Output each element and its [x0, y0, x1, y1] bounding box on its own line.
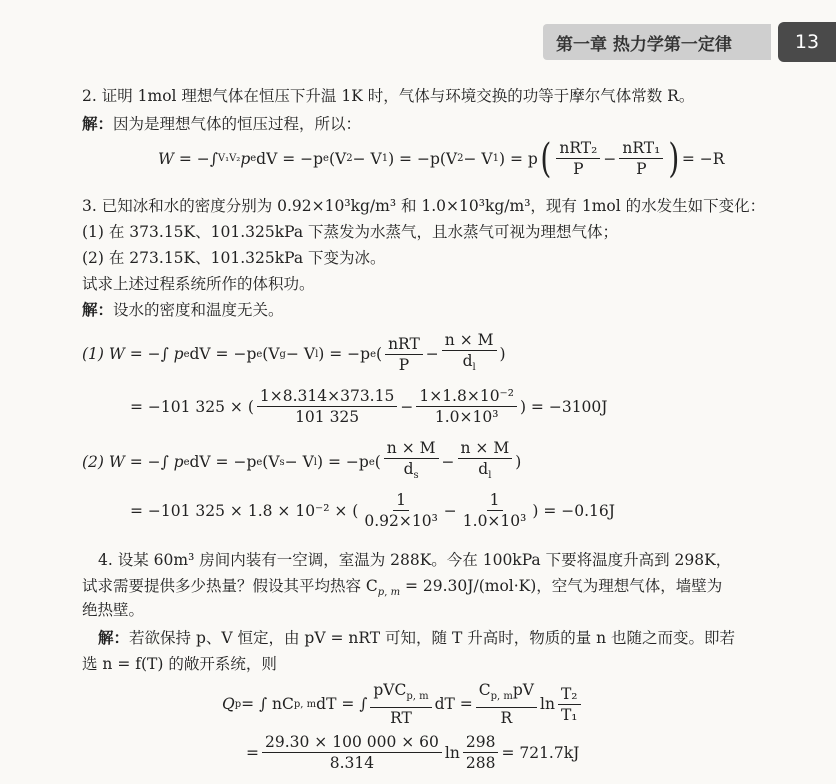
answer-text: 因为是理想气体的恒压过程，所以：: [113, 115, 362, 133]
eq-lhs: Q: [222, 695, 235, 714]
problem-3-equation-2: (2) W = −∫ p e dV = −p e (V s − V l ) = −p e ( $\frac{n \times M}{d_s}$ − $\frac{n \times M}{d_l}$ ): [82, 438, 521, 486]
fraction: [361, 490, 440, 531]
eq-body: dV = −p: [256, 149, 324, 168]
fraction-numerator: nRT₁: [619, 138, 663, 159]
fraction-numerator: C: [478, 681, 491, 699]
eq-p: p: [240, 149, 251, 168]
fraction: $\frac{n \times M}{d_l}$: [458, 438, 513, 486]
fraction-denominator: P: [398, 355, 410, 374]
fraction-numerator: T₂: [558, 684, 581, 705]
ln-label: ln: [444, 743, 460, 762]
eq-result: ) = −3100J: [519, 397, 608, 416]
fraction-denominator: d: [462, 352, 473, 370]
fraction-numerator: nRT: [385, 334, 423, 355]
fraction-numerator: pVC: [373, 681, 407, 699]
eq-mid: dV = −p: [189, 453, 257, 472]
eq-body3: − V: [352, 149, 382, 168]
fraction-denominator: R: [500, 709, 513, 728]
eq-mid4: ) = −p: [318, 345, 371, 364]
fraction-denominator: P: [573, 160, 584, 178]
fraction-denominator: 101 325: [295, 408, 360, 426]
fraction: [619, 138, 663, 179]
eq-body5: − V: [463, 149, 493, 168]
eq-mid: dT =: [434, 695, 473, 714]
fraction-denominator: 8.314: [329, 754, 375, 772]
fraction-denominator: d: [478, 460, 489, 478]
problem-4-question-line-1: 4. 设某 60m³ 房间内装有一空调，室温为 288K。今在 100kPa 下要将温度升高到 298K，: [98, 551, 732, 569]
eq-result: = −R: [681, 149, 725, 168]
eq-result: ) = −0.16J: [532, 501, 615, 520]
fraction-denominator: 288: [465, 754, 496, 772]
fraction-numerator: 1: [487, 490, 503, 511]
fraction-numerator-tail: pV: [512, 681, 534, 699]
fraction: $\frac{n \times M}{d_s}$: [384, 438, 439, 486]
eq-result: = 721.7kJ: [501, 743, 580, 762]
fraction-numerator: n × M: [442, 330, 497, 351]
eq-body4: ) = −p(V: [388, 149, 458, 168]
eq-int1: = ∫ nC: [241, 695, 294, 714]
question-text: 试求需要提供多少热量？假设其平均热容 C: [82, 577, 378, 595]
fraction-denominator: T₁: [560, 705, 578, 724]
eq-prefix: =: [246, 743, 259, 762]
fraction: [463, 732, 499, 773]
problem-3-case-2: (2) 在 273.15K、101.325kPa 下变为冰。: [82, 249, 386, 267]
fraction-numerator: nRT₂: [556, 138, 600, 159]
fraction-denominator: P: [636, 160, 647, 178]
problem-3-case-1: (1) 在 373.15K、101.325kPa 下蒸发为水蒸气，且水蒸气可视为理想气体；: [82, 223, 619, 241]
answer-text: 若欲保持 p、V 恒定，由 pV = nRT 可知，随 T 升高时，物质的量 n 也随之而变。即若: [129, 629, 736, 647]
question-text-tail: = 29.30J/(mol·K)，空气为理想气体，墙壁为: [400, 577, 723, 595]
problem-3-question: 3. 已知冰和水的密度分别为 0.92×10³kg/m³ 和 1.0×10³kg/m³，现有 1mol 的水发生如下变化：: [82, 197, 766, 215]
chapter-title: 第一章 热力学第一定律: [556, 35, 732, 55]
problem-3-equation-1: (1) W = −∫ p e dV = −p e (V g − V l ) = −p e ( $\frac{\text{nRT}}{P}$ − $\frac{n \times M}{d_l}$ ): [82, 330, 506, 378]
eq-mid4: ) = −p: [317, 453, 369, 472]
problem-4-equation-result: [246, 732, 579, 773]
eq-prefix: = −101 325 × (: [130, 397, 254, 416]
fraction: $\frac{n \times M}{d_l}$: [442, 330, 497, 378]
problem-2-equation: W = −∫ V₁ V₂ p e dV = −p e (V 2 − V 1 ) = −p(V 2 − V 1 ) = p ( $\frac{\text{nRT₂}}{P}$ − $\frac{\text{nRT₁}}{P}$ ) = −R: [158, 135, 725, 182]
problem-3-equation-2-result: = −101 325 × 1.8 × 10⁻² × ( $\frac{1}{\text{0.92×10³}}$ − $\frac{1}{\text{1.0×10³}}$ ) = −0.16J: [130, 491, 615, 530]
eq-mid3: − V: [284, 453, 314, 472]
problem-3-equation-1-result: = −101 325 × ( $\frac{1\times 8.314\times 373.15}{101 325}$ − $\frac{\text{1×1.8×10⁻²}}{\text{1.0×10³}}$ ) = −3100J: [130, 387, 608, 426]
eq-prefix: = −101 325 × 1.8 × 10⁻² × (: [130, 501, 359, 520]
answer-text: 设水的密度和温度无关。: [113, 301, 284, 319]
eq-mid3: − V: [285, 345, 316, 364]
fraction-numerator: 1×1.8×10⁻²: [416, 386, 517, 407]
fraction: [385, 334, 423, 375]
fraction-numerator: 1: [393, 490, 409, 511]
eq-int1b: dT = ∫: [316, 695, 368, 714]
problem-4-question-line-2: 试求需要提供多少热量？假设其平均热容 $C_{p, m} = 29.30J/(mol\cdot K)$，空气为理想气体，墙壁为: [82, 577, 723, 599]
fraction: [460, 490, 530, 531]
page-number: 13: [778, 22, 836, 62]
eq-mid: dV = −p: [189, 345, 257, 364]
fraction: $\frac{C_{p, m}pV}{R}$: [476, 680, 537, 728]
fraction-numerator: n × M: [384, 438, 439, 459]
problem-4-answer-line-1: [98, 628, 735, 648]
minus-sign: −: [603, 149, 617, 168]
problem-2-answer: [82, 114, 361, 134]
eq-mid2: (V: [262, 453, 280, 472]
eq-body2: (V: [328, 149, 347, 168]
problem-4-question-line-3: 绝热壁。: [82, 601, 145, 619]
problem-4-answer-line-2: 选 n = f(T) 的敞开系统，则: [82, 655, 277, 673]
eq-lhs: (2) W = −∫ p: [82, 453, 184, 472]
right-paren: ): [668, 135, 680, 182]
fraction: [257, 386, 397, 427]
fraction-numerator: 29.30 × 100 000 × 60: [262, 732, 442, 753]
fraction-denominator: 1.0×10³: [462, 512, 527, 530]
eq-lhs: (1) W = −∫ p: [82, 345, 184, 364]
left-paren: (: [540, 135, 552, 182]
answer-label: 解：: [82, 115, 114, 133]
fraction-denominator: 0.92×10³: [364, 512, 438, 530]
fraction-numerator: n × M: [458, 438, 513, 459]
fraction-numerator: 1×8.314×373.15: [257, 386, 397, 407]
problem-4-equation: Q p = ∫ nC p, m dT = ∫ $\frac{pVC_{p, m}}{RT}$ dT = $\frac{C_{p, m}pV}{R}$ ln $\frac{\text{T₂}}{\text{T₁}}$: [222, 680, 584, 728]
fraction: [416, 386, 517, 427]
fraction: [558, 684, 581, 725]
problem-3-answer: [82, 300, 284, 320]
fraction-numerator: 298: [463, 732, 499, 753]
eq-body6: ) = p: [498, 149, 538, 168]
eq-lhs: W = −∫: [158, 149, 218, 168]
answer-label: 解：: [98, 629, 130, 647]
problem-3-ask: 试求上述过程系统所作的体积功。: [82, 275, 315, 293]
answer-label: 解：: [82, 301, 114, 319]
fraction-denominator: 1.0×10³: [434, 408, 499, 426]
ln-label: ln: [540, 695, 555, 714]
eq-mid2: (V: [262, 345, 280, 364]
fraction: [556, 138, 600, 179]
fraction: $\frac{pVC_{p, m}}{RT}$: [370, 680, 431, 728]
fraction: [262, 732, 442, 773]
fraction-denominator: d: [403, 460, 414, 478]
problem-2-question: 2. 证明 1mol 理想气体在恒压下升温 1K 时，气体与环境交换的功等于摩尔气体常数 R。: [82, 87, 695, 105]
fraction-denominator: RT: [390, 709, 412, 728]
